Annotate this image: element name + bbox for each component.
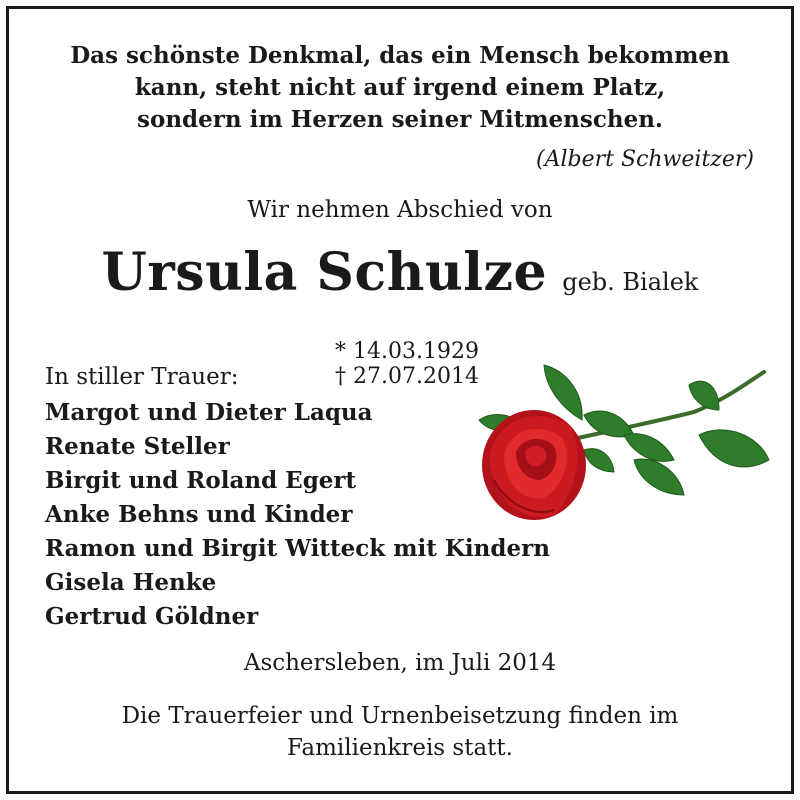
deceased-name-row — [0, 242, 800, 303]
mourner-name: Anke Behns und Kinder — [45, 501, 353, 528]
mourner-name: Margot und Dieter Laqua — [45, 399, 373, 426]
death-date: † 27.07.2014 — [335, 364, 479, 389]
mourner-name: Birgit und Roland Egert — [45, 467, 357, 494]
mourning-label: In stiller Trauer: — [45, 364, 239, 390]
mourner-name: Renate Steller — [45, 433, 230, 460]
notice-line: Familienkreis statt. — [287, 735, 513, 761]
quote-line: Das schönste Denkmal, das ein Mensch bekommen — [70, 42, 730, 69]
place-and-date: Aschersleben, im Juli 2014 — [243, 650, 557, 676]
quote-line: sondern im Herzen seiner Mitmenschen. — [137, 106, 663, 133]
mourner-name: Ramon und Birgit Witteck mit Kindern — [45, 535, 550, 562]
quote — [0, 40, 800, 136]
mourner-name: Gertrud Göldner — [45, 603, 259, 630]
mourner-name: Gisela Henke — [45, 569, 217, 596]
intro-text: Wir nehmen Abschied von — [247, 197, 553, 223]
birth-date: * 14.03.1929 — [335, 339, 479, 364]
deceased-name: Ursula Schulze — [101, 242, 548, 303]
funeral-notice — [0, 700, 800, 764]
quote-author: (Albert Schweitzer) — [536, 147, 754, 172]
notice-line: Die Trauerfeier und Urnenbeisetzung finden im — [121, 703, 679, 729]
quote-line: kann, steht nicht auf irgend einem Platz, — [134, 74, 666, 101]
rose-image — [474, 360, 774, 530]
maiden-name: geb. Bialek — [562, 268, 699, 296]
rose-bloom — [482, 410, 586, 520]
